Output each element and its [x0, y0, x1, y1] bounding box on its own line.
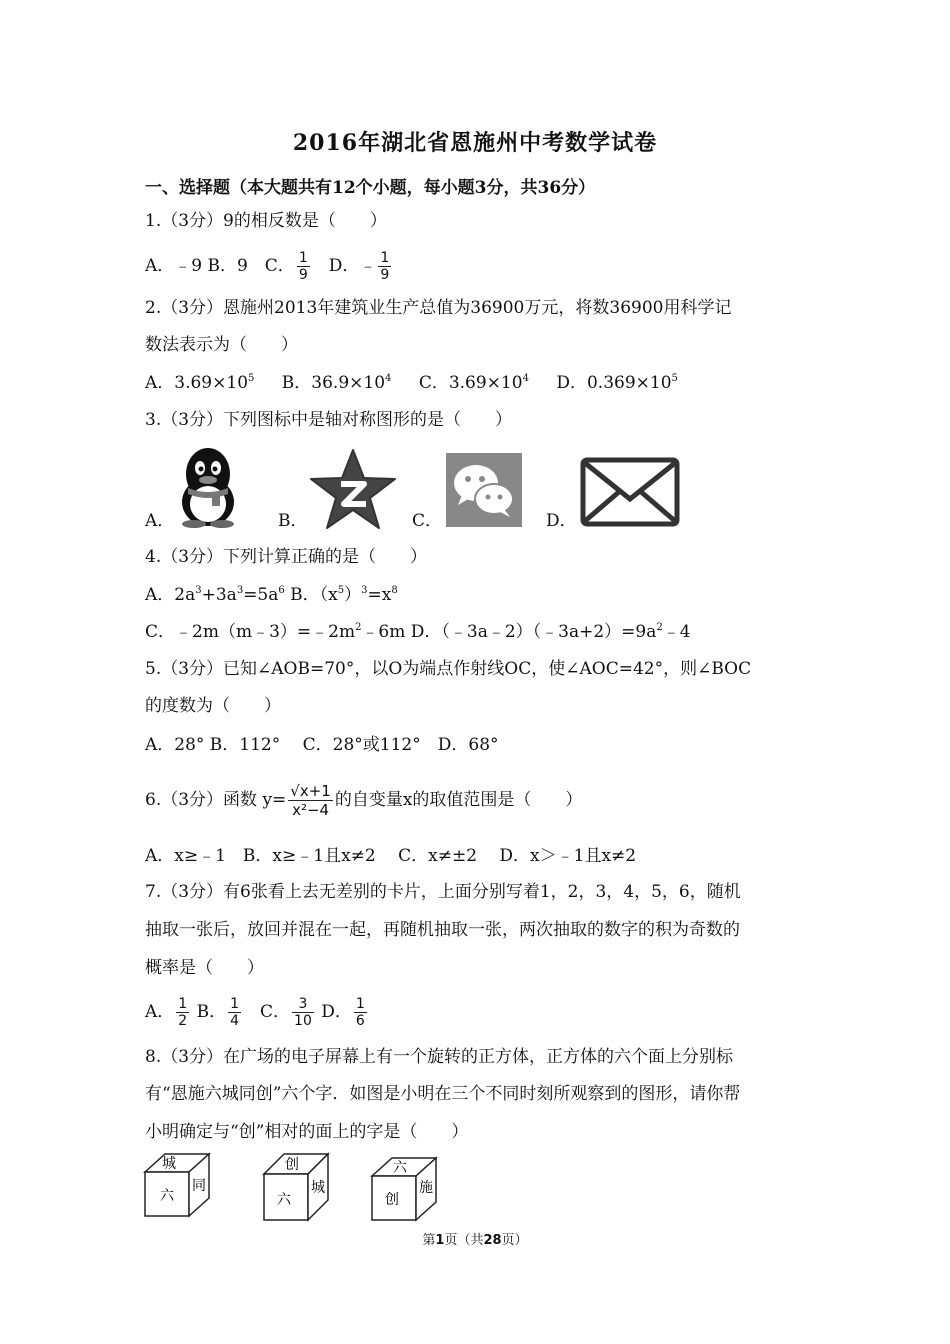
exponent: 2: [355, 622, 362, 633]
exponent: 5: [671, 373, 678, 384]
cube-top-label: 城: [162, 1156, 176, 1172]
q7-stem-line3: 概率是（ ）: [145, 958, 264, 978]
cube-side-label: 施: [419, 1180, 433, 1196]
q7-label-d: D．: [315, 1002, 352, 1022]
q8-stem-line1: 8.（3分）在广场的电子屏幕上有一个旋转的正方体，正方体的六个面上分别标: [145, 1047, 734, 1067]
q4-options-ab: [145, 583, 398, 607]
cube-view-3: [370, 1156, 438, 1226]
exponent: 3: [236, 585, 244, 596]
q6-stem: [145, 782, 582, 819]
q4-text: ﹣4: [662, 622, 691, 642]
page-number: 1: [435, 1233, 445, 1248]
footer-text: 页）: [501, 1233, 528, 1248]
q7-frac-c: [292, 996, 314, 1029]
q3-stem: 3.（3分）下列图标中是轴对称图形的是（ ）: [145, 410, 513, 430]
q3-label-c: C．: [412, 511, 443, 531]
exponent: 3: [195, 585, 202, 596]
exponent: 4: [522, 373, 529, 384]
frac-denominator: 4: [230, 1013, 240, 1029]
q1-option-d: D．﹣: [311, 256, 377, 276]
frac-denominator: 10: [294, 1013, 312, 1029]
cube-front-label: 六: [277, 1192, 291, 1208]
q4-option-a: A．2a: [145, 585, 196, 605]
frac-numerator: 1: [355, 996, 365, 1012]
q5-stem-line2: 的度数为（ ）: [145, 696, 281, 716]
q8-stem-line3: 小明确定与“创”相对的面上的字是（ ）: [145, 1122, 469, 1142]
page-footer: [0, 1229, 950, 1248]
q6-function-frac: [288, 782, 333, 819]
q6-stem-post: 的自变量x的取值范围是（ ）: [334, 790, 583, 810]
q1-options-text: A．﹣9 B．9 C．: [145, 256, 295, 276]
q2-option-d: D．0.369×10: [556, 373, 672, 393]
q5-options: A．28° B．112° C．28°或112° D．68°: [145, 735, 499, 755]
q3-label-a: A．: [145, 511, 175, 531]
q4-option-d: ﹣6m D．（﹣3a﹣2）（﹣3a+2）=9a: [361, 622, 657, 642]
exponent: 4: [385, 373, 392, 384]
q4-text: +3a: [201, 585, 237, 605]
cube-front-label: 创: [385, 1192, 399, 1208]
q4-option-c: C．﹣2m（m﹣3）=﹣2m: [145, 622, 356, 642]
q5-stem-line1: 5.（3分）已知∠AOB=70°，以O为端点作射线OC，使∠AOC=42°，则∠BOC: [145, 659, 752, 679]
exponent: 5: [248, 373, 255, 384]
star-z-icon: [308, 448, 398, 534]
q4-text: ）: [344, 585, 362, 605]
q2-stem-line1: 2.（3分）恩施州2013年建筑业生产总值为36900万元，将数36900用科学记: [145, 298, 732, 318]
frac-denominator: x²−4: [292, 801, 330, 819]
q4-stem: 4.（3分）下列计算正确的是（ ）: [145, 547, 428, 567]
cube-side-label: 同: [192, 1178, 206, 1194]
total-pages: 28: [483, 1233, 502, 1248]
q2-option-c: C．3.69×10: [418, 373, 523, 393]
frac-denominator: 9: [298, 267, 308, 283]
q7-frac-b: [228, 996, 241, 1029]
frac-numerator: 1: [230, 996, 240, 1012]
q4-options-cd: [145, 620, 691, 644]
footer-text: 第: [422, 1233, 436, 1248]
q7-label-c: C．: [243, 1002, 291, 1022]
q7-label-b: B．: [191, 1002, 227, 1022]
frac-denominator: 6: [355, 1013, 365, 1029]
frac-denominator: 2: [178, 1013, 188, 1029]
envelope-icon: [580, 457, 680, 531]
q1-options: [145, 250, 393, 283]
q4-text: =5a: [243, 585, 279, 605]
exponent: 6: [278, 585, 285, 596]
exponent: 5: [337, 585, 345, 596]
q7-frac-a: [176, 996, 189, 1029]
cube-view-1: [143, 1152, 211, 1222]
q1-frac-d: [378, 250, 391, 283]
frac-numerator: 1: [380, 250, 390, 266]
q2-option-a: A．3.69×10: [145, 373, 249, 393]
cube-top-label: 创: [285, 1157, 299, 1173]
footer-text: 页（共: [444, 1233, 484, 1248]
q4-text: =x: [367, 585, 392, 605]
page-title: 2016年湖北省恩施州中考数学试卷: [292, 130, 658, 156]
cube-front-label: 六: [160, 1188, 174, 1204]
frac-numerator: 1: [178, 996, 188, 1012]
q3-label-d: D．: [546, 511, 577, 531]
exponent: 3: [361, 585, 368, 596]
frac-numerator: 3: [298, 996, 308, 1012]
q7-stem-line2: 抽取一张后，放回并混在一起，再随机抽取一张，两次抽取的数字的积为奇数的: [145, 920, 740, 940]
q1-stem: 1.（3分）9的相反数是（ ）: [145, 211, 387, 231]
q2-options: [145, 371, 678, 395]
exponent: 2: [656, 622, 663, 633]
q7-options: [145, 996, 369, 1029]
q8-stem-line2: 有“恩施六城同创”六个字．如图是小明在三个不同时刻所观察到的图形，请你帮: [145, 1084, 741, 1104]
exponent: 8: [391, 585, 398, 596]
q7-label-a: A．: [145, 1002, 175, 1022]
q2-option-b: B．36.9×10: [281, 373, 386, 393]
q2-stem-line2: 数法表示为（ ）: [145, 335, 298, 355]
cube-side-label: 城: [311, 1180, 325, 1196]
q7-frac-d: [354, 996, 367, 1029]
frac-numerator: 1: [298, 250, 308, 266]
q3-label-b: B．: [278, 511, 308, 531]
cube-top-label: 六: [393, 1160, 407, 1176]
section-heading: 一、选择题（本大题共有12个小题，每小题3分，共36分）: [145, 178, 596, 198]
q6-stem-pre: 6.（3分）函数 y=: [145, 790, 287, 810]
qq-penguin-icon: [172, 444, 244, 532]
q1-frac-c: [297, 250, 310, 283]
q7-stem-line1: 7.（3分）有6张看上去无差别的卡片，上面分别写着1，2，3，4，5，6，随机: [145, 882, 741, 902]
wechat-icon: [446, 453, 522, 531]
frac-denominator: 9: [380, 267, 390, 283]
cube-view-2: [262, 1152, 330, 1226]
q6-options: A．x≥﹣1 B．x≥﹣1且x≠2 C．x≠±2 D．x＞﹣1且x≠2: [145, 846, 637, 866]
q4-option-b: B．（x: [284, 585, 338, 605]
frac-numerator: √x+1: [290, 782, 331, 800]
